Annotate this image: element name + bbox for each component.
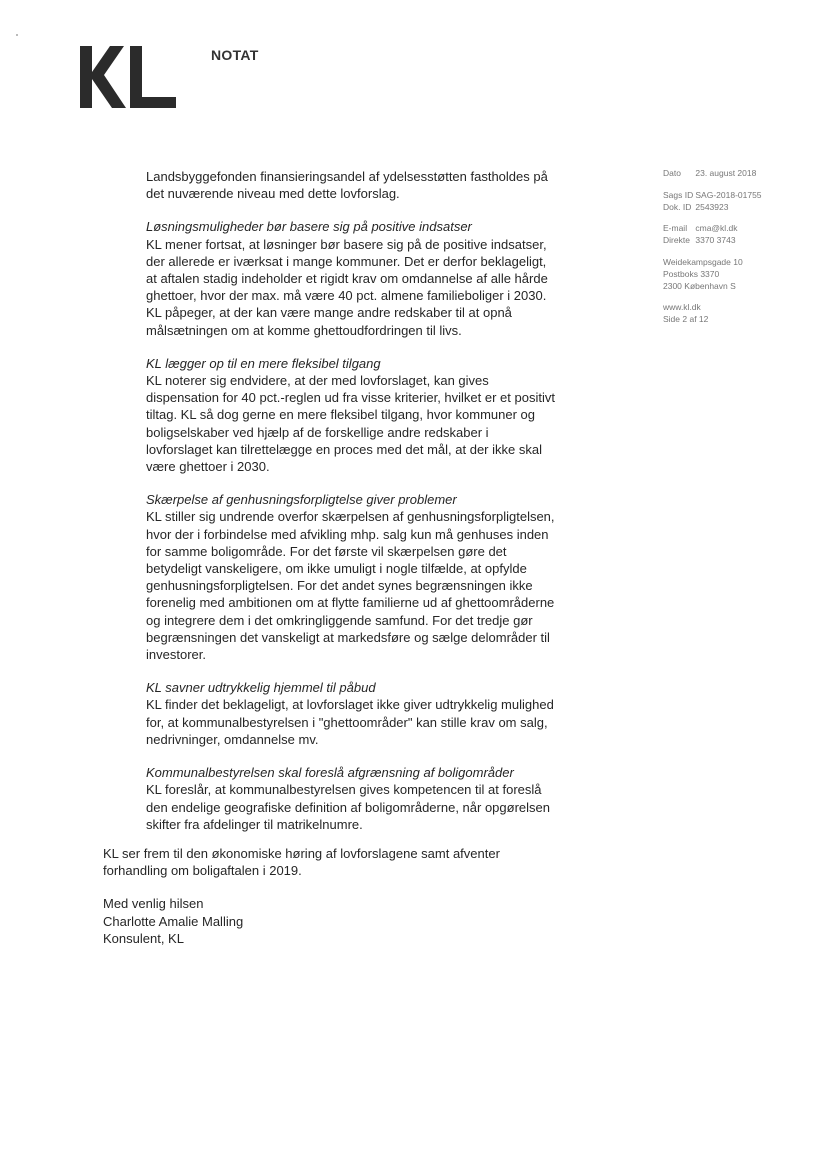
- meta-doc-id: Dok. ID 2543923: [663, 201, 729, 212]
- meta-address-line: Weidekampsgade 10: [663, 256, 743, 267]
- closing-paragraph: KL ser frem til den økonomiske høring af lovforslagene samt afventer forhandling om boligaftalen i 2019.: [103, 846, 500, 879]
- meta-date-group: [663, 168, 823, 180]
- meta-web-group: [663, 302, 823, 326]
- section-text: KL finder det beklageligt, at lovforslaget ikke giver udtrykkelig mulighed for, at kommunalbestyrelsen i "ghettoområder" kan stille krav om salg, nedrivninger, omdannelse mv.: [146, 697, 554, 747]
- section: [146, 764, 556, 833]
- memo-body: [146, 168, 556, 849]
- meta-date: Dato 23. august 2018: [663, 168, 757, 178]
- section: [146, 491, 556, 663]
- meta-direct: Direkte 3370 3743: [663, 235, 736, 246]
- meta-contact-group: [663, 223, 823, 247]
- meta-email: E-mail cma@kl.dk: [663, 223, 738, 234]
- meta-web: www.kl.dk: [663, 302, 701, 313]
- intro-paragraph: Landsbyggefonden finansieringsandel af ydelsesstøtten fastholdes på det nuværende niveau med dette lovforslag.: [146, 169, 548, 202]
- section: [146, 355, 556, 475]
- scan-speck: [16, 34, 18, 36]
- meta-address-group: [663, 257, 823, 292]
- document-type: NOTAT: [211, 47, 259, 63]
- meta-address-line: Postboks 3370: [663, 268, 720, 279]
- section-heading: Løsningsmuligheder bør basere sig på positive indsatser: [146, 219, 472, 235]
- meta-address-line: 2300 København S: [663, 280, 736, 291]
- meta-sidebar: [663, 168, 823, 336]
- closing-block: [103, 845, 563, 947]
- section-heading: Kommunalbestyrelsen skal foreslå afgrænsning af boligområder: [146, 765, 514, 781]
- section-heading: KL lægger op til en mere fleksibel tilgang: [146, 355, 381, 371]
- section-text: KL noterer sig endvidere, at der med lovforslaget, kan gives dispensation for 40 pct.-reglen ud fra visse kriterier, hvilket er et positivt tiltag. KL så dog gerne en mere fleksibel tilgang, hvor kommuner og boligselskaber ved hjælp af de forskellige andre redskaber i lovforslaget kan tilrettelægge en proces med det mål, at der ikke skal være ghettoer i 2030.: [146, 373, 555, 475]
- signer-title: Konsulent, KL: [103, 930, 184, 946]
- section-text: KL stiller sig undrende overfor skærpelsen af genhusningsforpligtelsen, hvor der i forbindelse med afvikling mhp. salg kun må genhuses inden for samme boligområde. For det første vil skærpelsen gøre det betydeligt vanskeligere, om ikke umuligt i nogle tilfælde, at opfylde genhusningsforpligtelsen. For det andet synes begrænsningen ikke forenelig med ambitionen om at flytte familierne ud af ghettoområderne og integrere dem i det omkringliggende samfund. For det tredje gør begrænsningen det vanskeligt at markedsføre og sælge delområder til investorer.: [146, 509, 555, 663]
- greeting: Med venlig hilsen: [103, 896, 204, 912]
- section-text: KL mener fortsat, at løsninger bør basere sig på de positive indsatser, der allerede er iværksat i mange kommuner. Det er derfor beklageligt, at aftalen stadig indeholder et rigidt krav om omdannelse af alle hårde ghettoer, hvor der max. må være 40 pct. almene familieboliger i 2030. KL påpeger, at der kan være mange andre redskaber til at opnå målsætningen om at komme ghettoudfordringen til livs.: [146, 236, 548, 338]
- section-text: KL foreslår, at kommunalbestyrelsen gives kompetencen til at foreslå den endelige geografiske definition af boligområderne, når opgørelsen skifter fra afdelinger til matrikelnumre.: [146, 782, 550, 832]
- kl-logo: [80, 46, 180, 108]
- section: [146, 679, 556, 748]
- section: [146, 218, 556, 338]
- signer-name: Charlotte Amalie Malling: [103, 913, 244, 929]
- section-heading: KL savner udtrykkelig hjemmel til påbud: [146, 680, 376, 696]
- meta-ids-group: [663, 190, 823, 214]
- meta-page-number: Side 2 af 12: [663, 314, 709, 325]
- section-heading: Skærpelse af genhusningsforpligtelse giver problemer: [146, 492, 457, 508]
- meta-case-id: Sags ID SAG-2018-01755: [663, 189, 762, 200]
- signature: [103, 895, 563, 947]
